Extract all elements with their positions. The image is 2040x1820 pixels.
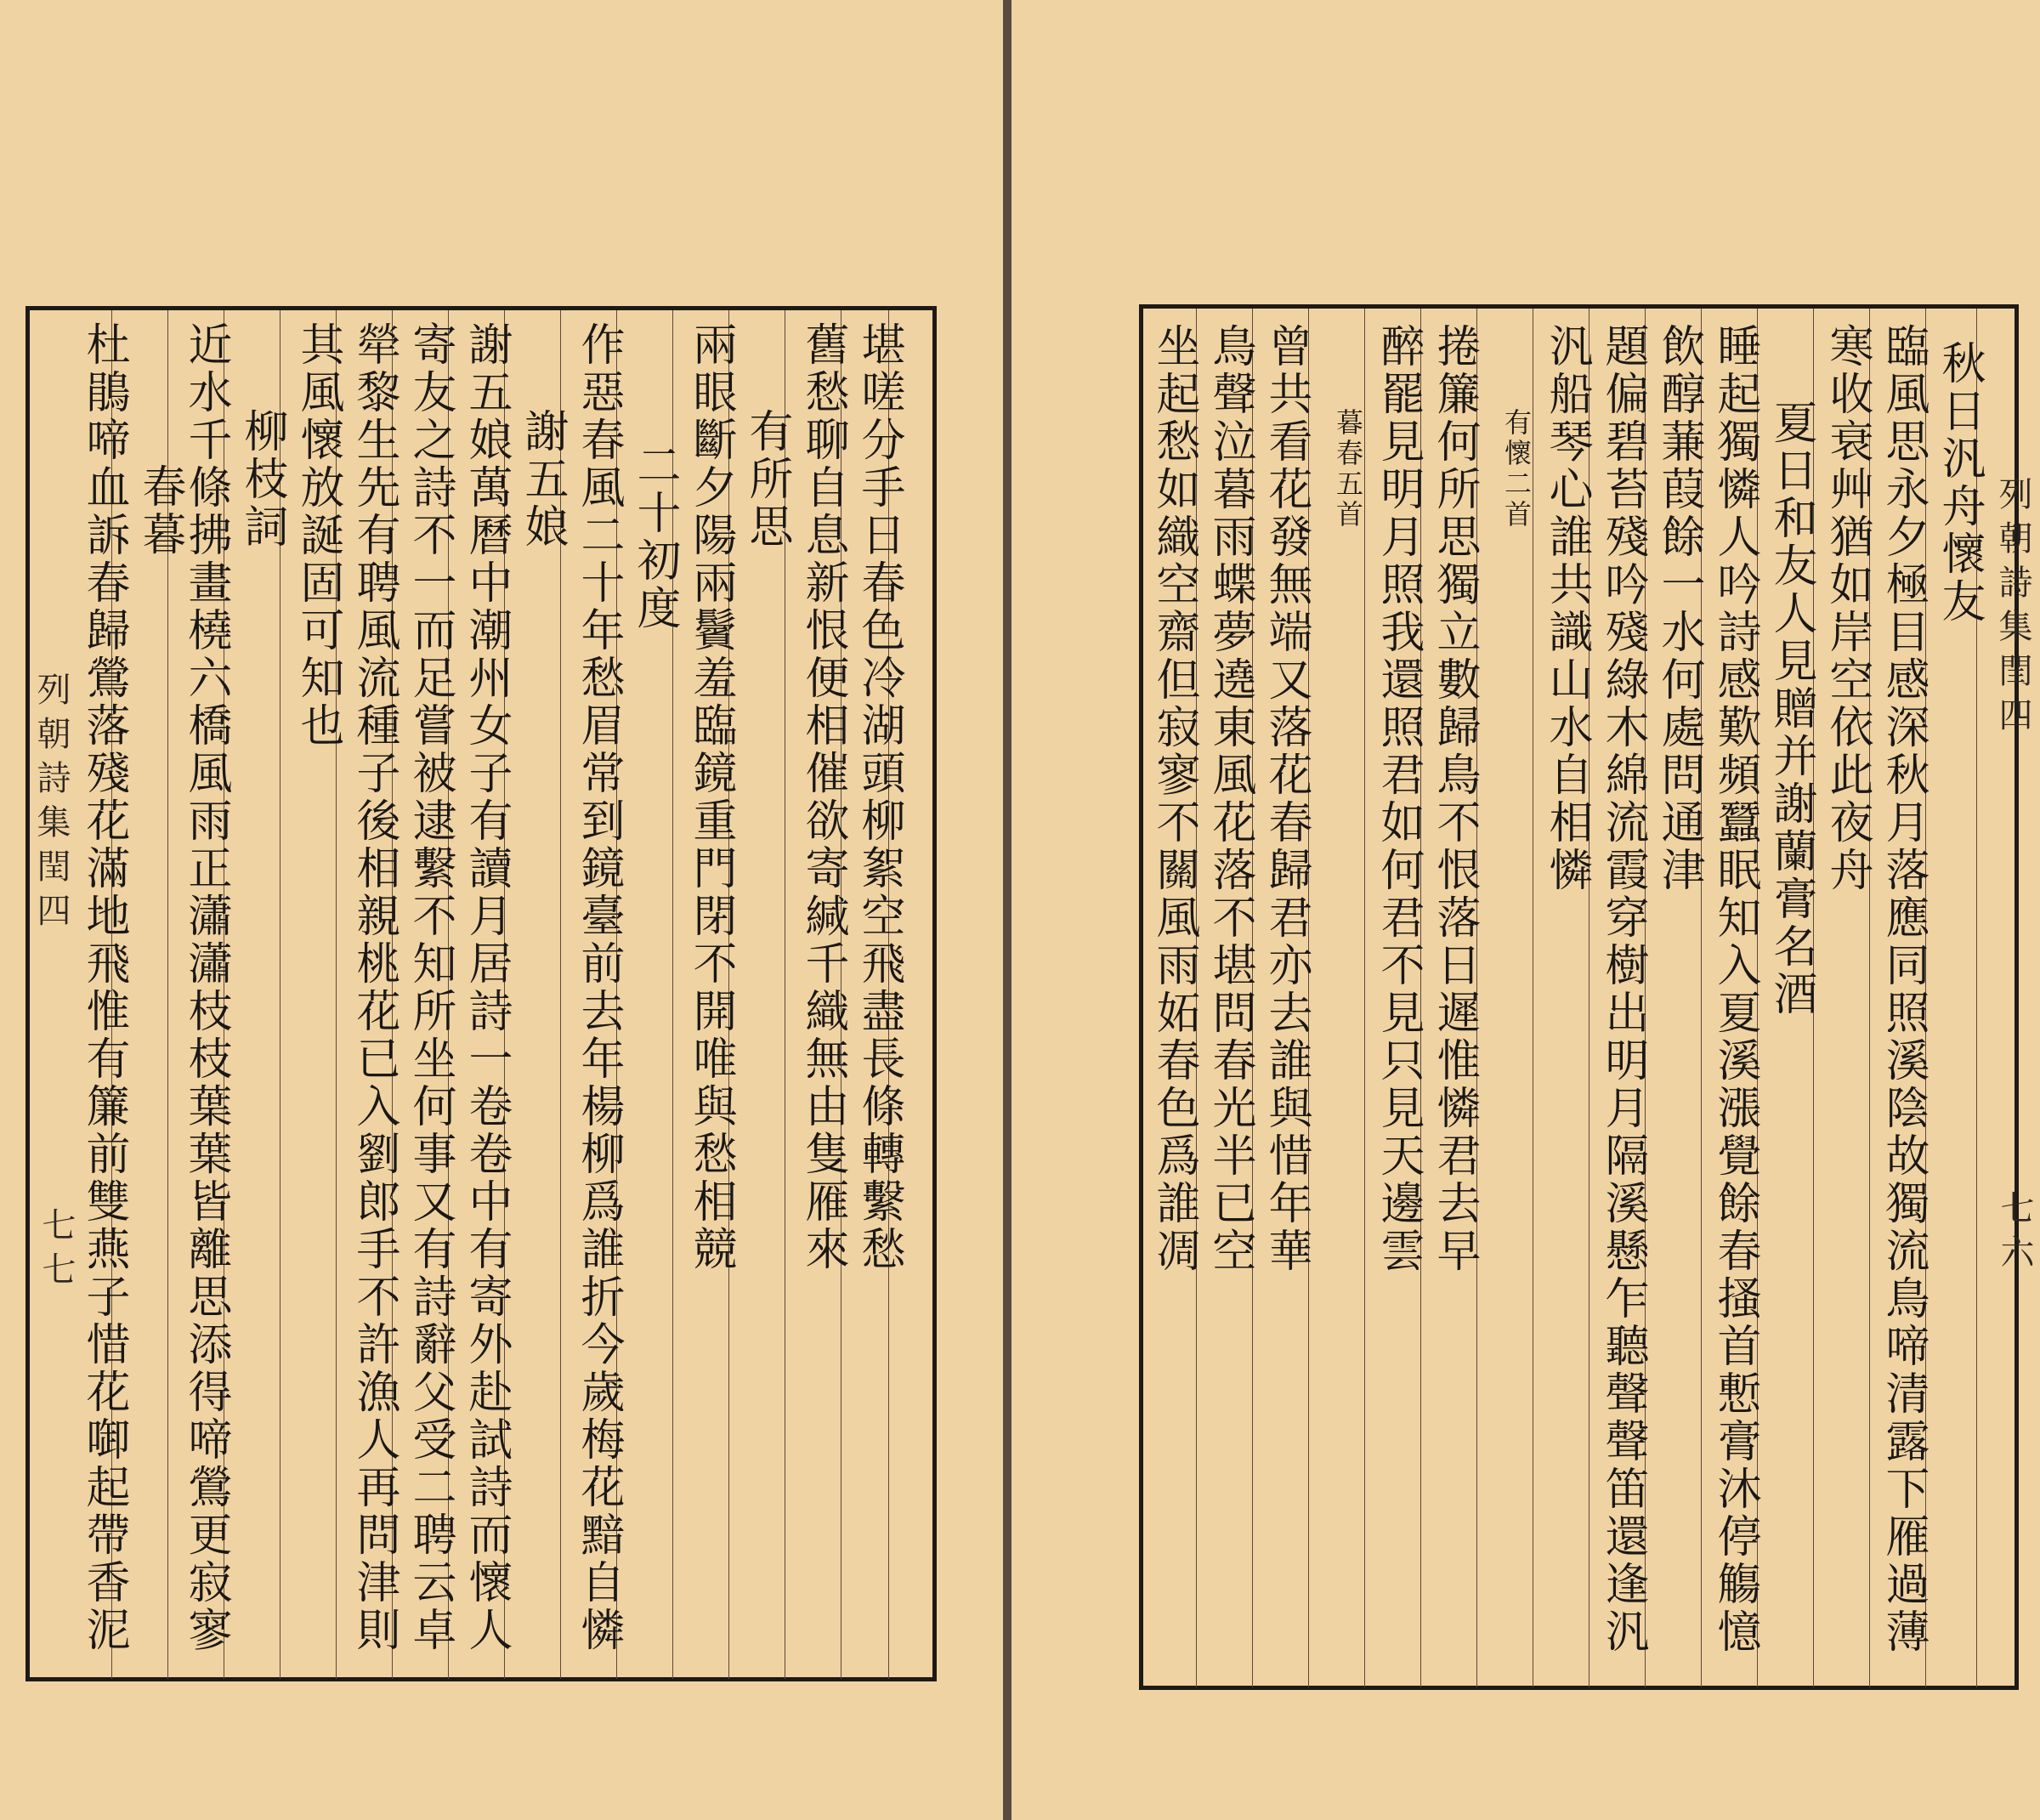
right-col-5: 睡起獨憐人吟詩感歎頻蠶眠知入夏溪漲覺餘春搔首慙膏沐停觴憶 <box>1709 323 1760 1656</box>
right-col-13: 曾共看花發無端又落花春歸君亦去誰與惜年華 <box>1261 323 1312 1275</box>
left-col-1: 堪嗟分手日春色冷湖頭柳絮空飛盡長條轉繫愁 <box>853 321 904 1273</box>
right-page <box>1012 0 2040 1820</box>
right-margin-title: 列朝詩集閏四 <box>1993 476 2032 741</box>
left-col-2: 舊愁聊自息新恨便相催欲寄緘千織無由隻雁來 <box>797 321 848 1273</box>
book-spine <box>1003 0 1012 1820</box>
right-col-1: 秋日汎舟懷友 <box>1934 340 1985 626</box>
right-col-2: 臨風思永夕極目感深秋月落應同照溪陰故獨流鳥啼清露下雁過薄 <box>1878 323 1929 1656</box>
right-col-10: 捲簾何所思獨立數歸鳥不恨落日遲惟憐君去早 <box>1429 323 1480 1275</box>
left-col-8: 謝五娘萬曆中潮州女子有讀月居詩一卷卷中有寄外赴試詩而懷人 <box>461 321 512 1654</box>
left-col-5: 二十初度 <box>629 442 680 632</box>
left-margin-page-number: 七七 <box>37 1207 76 1296</box>
left-col-4: 兩眼斷夕陽兩鬢羞臨鏡重門閉不開唯與愁相競 <box>685 321 736 1273</box>
left-col-15: 杜鵑啼血訴春歸鶯落殘花滿地飛惟有簾前雙燕子惜花啣起帶香泥 <box>78 321 129 1654</box>
left-col-13: 近水千條拂畫橈六橋風雨正瀟瀟枝枝葉葉皆離思添得啼鶯更寂寥 <box>180 321 231 1654</box>
right-col-11: 醉罷見明月照我還照君如何君不見只見天邊雲 <box>1373 323 1424 1275</box>
right-col-14: 鳥聲泣暮雨蝶夢遶東風花落不堪問春光半已空 <box>1204 323 1255 1275</box>
left-col-6: 作惡春風二十年愁眉常到鏡臺前去年楊柳爲誰折今歲梅花黯自憐 <box>573 321 624 1654</box>
right-col-4: 夏日和友人見贈并謝蘭膏名酒 <box>1765 400 1816 1018</box>
right-col-8: 汎船琴心誰共識山水自相憐 <box>1541 323 1592 894</box>
right-margin-page-number: 七六 <box>1995 1190 2034 1279</box>
left-col-14: 春暮 <box>134 463 185 558</box>
right-col-9: 有懷二首 <box>1500 408 1533 530</box>
left-col-12: 柳枝詞 <box>236 408 287 551</box>
right-col-12: 暮春五首 <box>1332 408 1364 530</box>
right-col-15: 坐起愁如織空齋但寂寥不關風雨妬春色爲誰凋 <box>1148 323 1199 1275</box>
right-col-3: 寒收衰艸猶如岸空依此夜舟 <box>1822 323 1873 894</box>
left-col-11: 其風懷放誕固可知也 <box>292 321 343 750</box>
right-col-7: 題偏碧苔殘吟殘綠木綿流霞穿樹出明月隔溪懸乍聽聲聲笛還逢汎 <box>1597 323 1648 1656</box>
right-col-6: 飲醇蒹葭餘一水何處問通津 <box>1653 323 1704 894</box>
left-col-3: 有所思 <box>741 408 792 551</box>
left-col-7: 謝五娘 <box>517 408 568 551</box>
left-page <box>0 0 1003 1820</box>
left-col-10: 犖黎生先有聘風流種子後相親桃花已入劉郎手不許漁人再問津則 <box>348 321 400 1654</box>
left-margin-title: 列朝詩集閏四 <box>31 672 71 937</box>
left-col-9: 寄友之詩不一而足嘗被逮繫不知所坐何事又有詩辭父受二聘云卓 <box>405 321 456 1654</box>
